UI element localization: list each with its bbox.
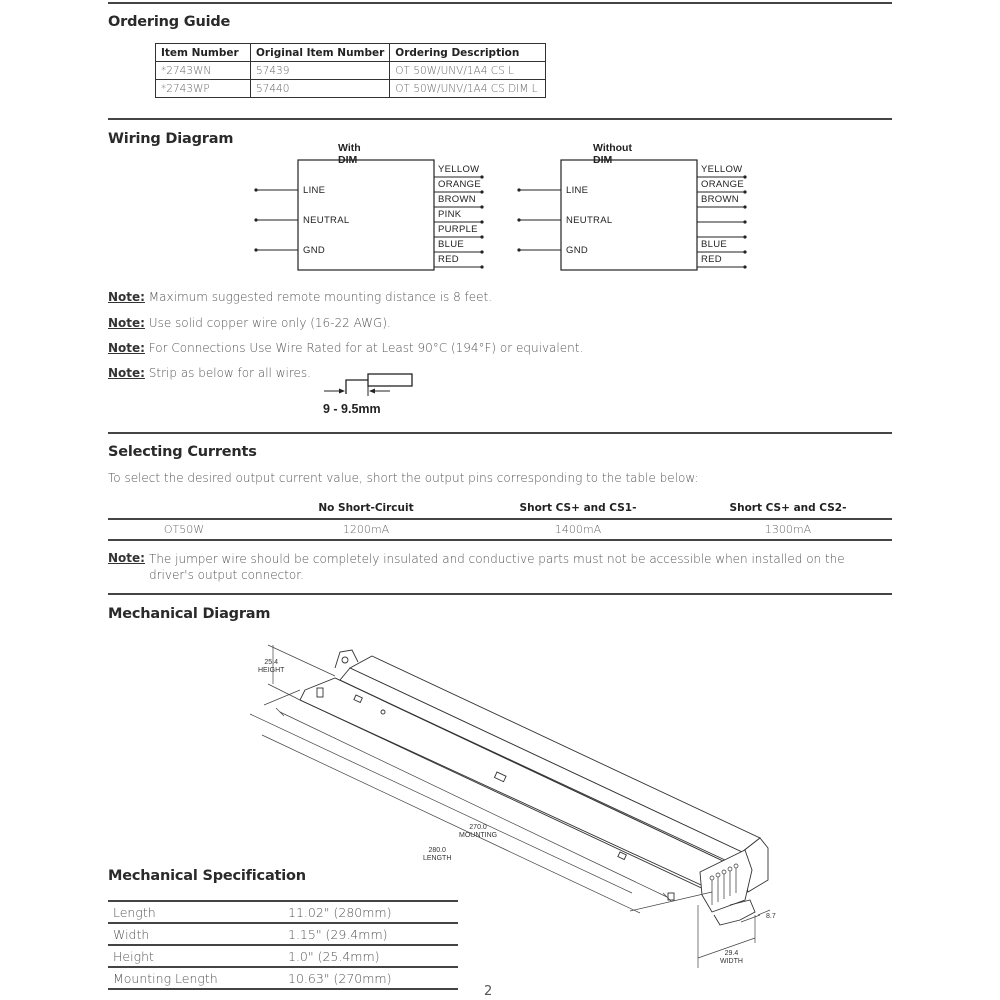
width-label: WIDTH [720, 958, 743, 965]
note-label: Note: [108, 366, 145, 380]
mechanical-specification-heading: Mechanical Specification [108, 868, 306, 884]
output-wire-color: PINK [438, 209, 462, 220]
selecting-currents-intro: To select the desired output current value, short the output pins corresponding to the table below: [108, 471, 699, 485]
table-row [108, 901, 458, 923]
strip-length-label: 9 - 9.5mm [323, 402, 381, 416]
output-wire-color: PURPLE [438, 224, 478, 235]
wiring-diagram-title: With DIM [338, 142, 361, 166]
input-terminal: NEUTRAL [303, 215, 350, 226]
spec-name: Height [108, 945, 283, 967]
output-wire-color: ORANGE [438, 179, 481, 190]
spec-name: Width [108, 923, 283, 945]
column-header: Item Number [156, 44, 251, 62]
table-row [108, 967, 458, 989]
column-header: Short CS+ and CS2- [684, 497, 892, 519]
ordering-description: OT 50W/UNV/1A4 CS L [390, 62, 546, 80]
output-wire-color: RED [701, 254, 722, 265]
mounting-value: 270.0 [469, 824, 487, 831]
slot-dimension: 8.7 [766, 913, 776, 920]
width-dimension [720, 950, 743, 966]
original-item-number: 57439 [251, 62, 390, 80]
spec-value: 1.0" (25.4mm) [283, 945, 458, 967]
note-text: Maximum suggested remote mounting distance is 8 feet. [148, 290, 493, 304]
input-terminal: NEUTRAL [566, 215, 613, 226]
width-value: 29.4 [724, 950, 739, 957]
height-value: 25.4 [264, 659, 279, 666]
column-header: No Short-Circuit [260, 497, 472, 519]
length-value: 280.0 [428, 847, 446, 854]
output-wire-color: RED [438, 254, 459, 265]
input-terminal: LINE [566, 185, 589, 196]
output-wire-color: BLUE [438, 239, 465, 250]
output-wire-color: BLUE [701, 239, 728, 250]
selecting-currents-heading: Selecting Currents [108, 444, 257, 460]
column-header: Ordering Description [390, 44, 546, 62]
spec-value: 11.02" (280mm) [283, 901, 458, 923]
ordering-description: OT 50W/UNV/1A4 CS DIM L [390, 80, 546, 98]
note-label: Note: [108, 341, 145, 355]
current-cell: 1300mA [684, 519, 892, 540]
height-label: HEIGHT [258, 667, 285, 674]
current-cell: 1400mA [472, 519, 684, 540]
height-dimension [258, 659, 284, 675]
note-label: Note: [108, 316, 145, 330]
output-wire-color: BROWN [438, 194, 476, 205]
output-wire-color: ORANGE [701, 179, 744, 190]
column-header: Short CS+ and CS1- [472, 497, 684, 519]
input-terminal: GND [303, 245, 326, 256]
note-text: Use solid copper wire only (16-22 AWG). [148, 316, 391, 330]
output-wire-color: YELLOW [438, 164, 480, 175]
spec-name: Length [108, 901, 283, 923]
original-item-number: 57440 [251, 80, 390, 98]
driver-housing-outline [300, 650, 768, 925]
current-cell: 1200mA [260, 519, 472, 540]
model-cell: OT50W [108, 519, 260, 540]
note-text: The jumper wire should be completely insulated and conductive parts must not be accessible when installed on the driver's output connector. [149, 552, 845, 582]
ordering-guide-heading: Ordering Guide [108, 14, 231, 30]
mechanical-diagram-heading: Mechanical Diagram [108, 606, 271, 622]
item-number: *2743WN [156, 62, 251, 80]
mechanical-specification-table [108, 900, 458, 990]
page-number: 2 [484, 984, 493, 999]
note-label: Note: [108, 290, 145, 304]
note-text: For Connections Use Wire Rated for at Least 90°C (194°F) or equivalent. [148, 341, 584, 355]
spec-value: 10.63" (270mm) [283, 967, 458, 989]
output-wire-color: BROWN [701, 194, 739, 205]
wiring-diagram-title: Without DIM [593, 142, 632, 166]
output-wire-color: YELLOW [701, 164, 743, 175]
spec-value: 1.15" (29.4mm) [283, 923, 458, 945]
mounting-label: MOUNTING [459, 832, 498, 839]
length-label: LENGTH [423, 855, 452, 862]
spec-name: Mounting Length [108, 967, 283, 989]
note-label: Note: [108, 551, 145, 565]
input-terminal: GND [566, 245, 589, 256]
note-text: Strip as below for all wires. [148, 366, 311, 380]
wiring-diagram-heading: Wiring Diagram [108, 131, 234, 147]
table-row [108, 923, 458, 945]
input-terminal: LINE [303, 185, 326, 196]
item-number: *2743WP [156, 80, 251, 98]
table-row [108, 945, 458, 967]
mounting-dimension [459, 824, 497, 840]
column-header: Original Item Number [251, 44, 390, 62]
length-dimension [423, 847, 451, 863]
